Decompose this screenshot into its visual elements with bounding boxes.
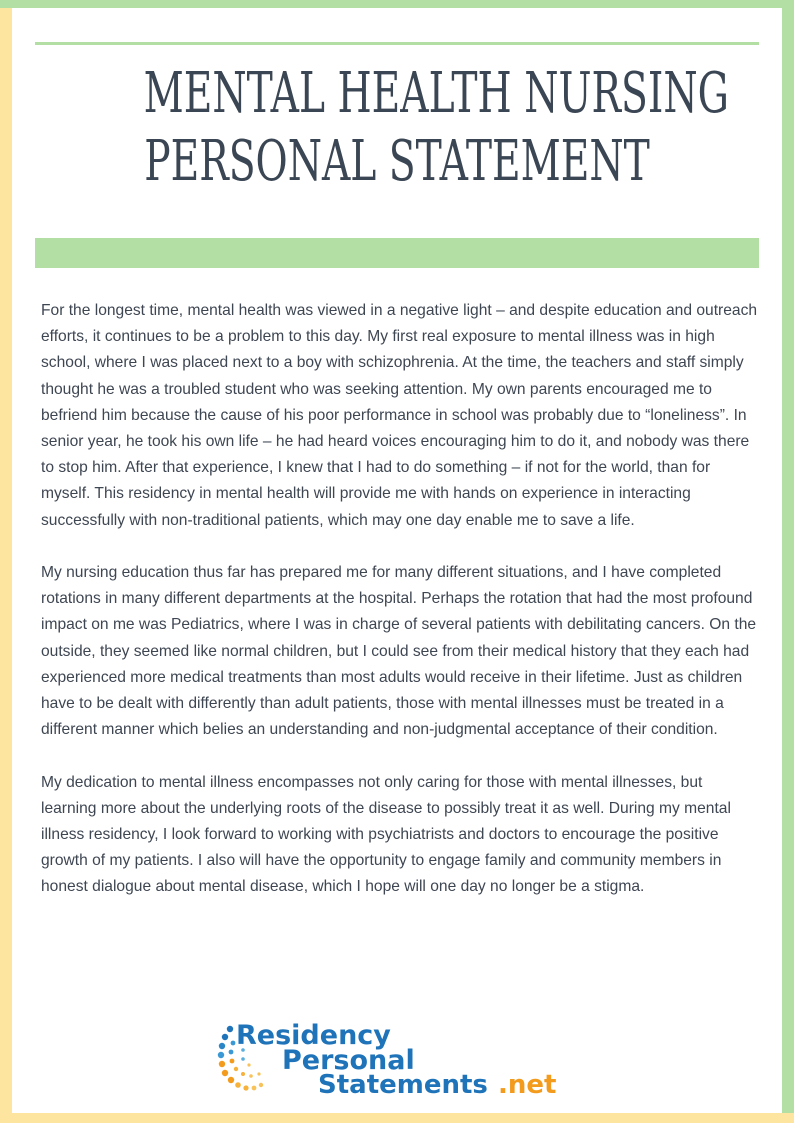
page-border-left	[0, 0, 12, 1123]
logo-text-personal: Personal	[282, 1045, 415, 1076]
page-title-line-1: MENTAL HEALTH NURSING	[143, 61, 729, 126]
page-title-line-2: PERSONAL STATEMENT	[144, 129, 650, 194]
page-border-bottom	[0, 1113, 794, 1123]
logo-text-net: .net	[498, 1070, 557, 1099]
statement-body	[41, 298, 761, 927]
page-border-right	[782, 0, 794, 1123]
title-top-rule	[35, 42, 759, 45]
statement-paragraph-2: My nursing education thus far has prepared me for many different situations, and I have completed rotations in many different departments at the hospital. Perhaps the rotation that had the most profound impact on me was Pediatrics, where I was in charge of several patients with debilitating cancers. On the outside, they seemed like normal children, but I could see from their medical history that they each had experienced more medical treatments than most adults would receive in their lifetime. Just as children have to be dealt with differently than adult patients, those with mental illnesses must be treated in a different manner which belies an understanding and non-judgmental acceptance of their condition.	[41, 564, 757, 739]
logo-text-residency: Residency	[236, 1020, 391, 1051]
statement-paragraph-3: My dedication to mental illness encompasses not only caring for those with mental illnesses, but learning more about the underlying roots of the disease to possibly treat it as well. During my mental illness residency, I look forward to working with psychiatrists and doctors to encourage the positive growth of my patients. I also will have the opportunity to engage family and community members in honest dialogue about mental disease, which I hope will one day no longer be a stigma.	[41, 773, 731, 896]
site-logo	[216, 1017, 576, 1099]
logo-text-statements: Statements	[318, 1070, 488, 1099]
statement-paragraph-1: For the longest time, mental health was viewed in a negative light – and despite education and outreach efforts, it continues to be a problem to this day. My first real exposure to mental illness was in high school, where I was placed next to a boy with schizophrenia. At the time, the teachers and staff simply thought he was a troubled student who was seeking attention. My own parents encouraged me to befriend him because the cause of his poor performance in school was probably due to “loneliness”. In senior year, he took his own life – he had heard voices encouraging him to do it, and nobody was there to stop him. After that experience, I knew that I had to do something – if not for the world, than for myself. This residency in mental health will provide me with hands on experience in interacting successfully with non-traditional patients, which may one day enable me to save a life.	[41, 302, 758, 529]
page-title	[143, 60, 729, 196]
title-divider-bar	[35, 238, 759, 268]
page-border-top	[0, 0, 794, 8]
